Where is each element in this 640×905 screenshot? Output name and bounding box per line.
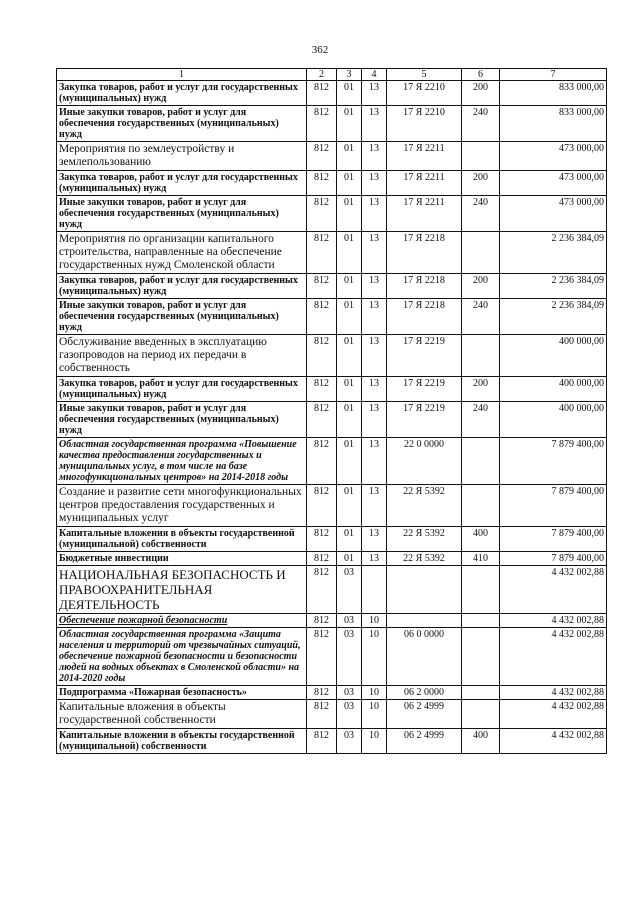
row-expense-type: 240 [462,299,500,335]
row-ministry: 812 [307,171,337,196]
budget-table [56,68,607,754]
row-amount: 400 000,00 [500,377,607,402]
row-ministry: 812 [307,335,337,377]
row-section: 03 [337,566,362,614]
row-amount: 4 432 002,88 [500,729,607,754]
row-ministry: 812 [307,552,337,566]
table-row [57,335,607,377]
header-cell: 2 [307,69,337,81]
row-amount: 4 432 002,88 [500,614,607,628]
row-target-article: 22 0 0000 [387,438,462,485]
row-section: 01 [337,142,362,171]
row-section: 01 [337,81,362,106]
row-expense-type: 200 [462,377,500,402]
table-row [57,274,607,299]
row-subsection: 13 [362,402,387,438]
row-ministry: 812 [307,232,337,274]
row-subsection: 10 [362,729,387,754]
row-name: Обслуживание введенных в эксплуатацию газопроводов на период их передачи в собственность [57,335,307,377]
row-target-article: 17 Я 2218 [387,274,462,299]
row-name: Подпрограмма «Пожарная безопасность» [57,686,307,700]
row-subsection: 13 [362,171,387,196]
row-target-article: 22 Я 5392 [387,485,462,527]
row-section: 01 [337,274,362,299]
row-subsection: 13 [362,142,387,171]
row-target-article: 17 Я 2210 [387,81,462,106]
row-target-article: 06 0 0000 [387,628,462,686]
row-name: Иные закупки товаров, работ и услуг для обеспечения государственных (муниципальных) нужд [57,196,307,232]
row-amount: 4 432 002,88 [500,628,607,686]
row-target-article: 17 Я 2211 [387,142,462,171]
row-amount: 2 236 384,09 [500,299,607,335]
row-name: Обеспечение пожарной безопасности [57,614,307,628]
row-ministry: 812 [307,527,337,552]
row-section: 03 [337,729,362,754]
row-expense-type: 240 [462,106,500,142]
row-expense-type: 240 [462,196,500,232]
row-section: 03 [337,686,362,700]
row-subsection: 13 [362,81,387,106]
row-ministry: 812 [307,700,337,729]
row-subsection: 13 [362,335,387,377]
row-ministry: 812 [307,196,337,232]
table-row [57,171,607,196]
row-amount: 7 879 400,00 [500,485,607,527]
row-target-article: 06 2 0000 [387,686,462,700]
header-row [57,69,607,81]
header-cell: 4 [362,69,387,81]
row-expense-type [462,566,500,614]
row-target-article [387,614,462,628]
row-ministry: 812 [307,686,337,700]
row-subsection: 13 [362,106,387,142]
table-row [57,142,607,171]
header-cell: 6 [462,69,500,81]
table-row [57,377,607,402]
row-expense-type [462,628,500,686]
table-row [57,196,607,232]
row-expense-type [462,232,500,274]
row-ministry: 812 [307,566,337,614]
row-target-article: 06 2 4999 [387,729,462,754]
table-row [57,700,607,729]
row-section: 01 [337,106,362,142]
row-amount: 833 000,00 [500,106,607,142]
row-section: 03 [337,628,362,686]
table-row [57,232,607,274]
row-ministry: 812 [307,485,337,527]
row-amount: 4 432 002,88 [500,700,607,729]
row-amount: 473 000,00 [500,196,607,232]
row-ministry: 812 [307,402,337,438]
row-amount: 400 000,00 [500,335,607,377]
page-number: 362 [311,44,329,56]
row-expense-type [462,142,500,171]
row-expense-type: 410 [462,552,500,566]
row-target-article: 17 Я 2218 [387,299,462,335]
row-target-article: 22 Я 5392 [387,552,462,566]
table-row [57,438,607,485]
row-subsection: 10 [362,686,387,700]
row-expense-type [462,335,500,377]
row-amount: 4 432 002,88 [500,686,607,700]
row-subsection: 13 [362,485,387,527]
row-subsection: 13 [362,438,387,485]
row-expense-type: 240 [462,402,500,438]
table-row [57,81,607,106]
row-name: Бюджетные инвестиции [57,552,307,566]
table-row [57,566,607,614]
header-cell: 5 [387,69,462,81]
row-target-article: 17 Я 2219 [387,377,462,402]
row-subsection: 13 [362,196,387,232]
row-expense-type [462,686,500,700]
row-name: Капитальные вложения в объекты государственной собственности [57,700,307,729]
row-ministry: 812 [307,614,337,628]
row-section: 01 [337,377,362,402]
row-name: Иные закупки товаров, работ и услуг для обеспечения государственных (муниципальных) нужд [57,402,307,438]
table-row [57,686,607,700]
row-section: 01 [337,335,362,377]
row-ministry: 812 [307,377,337,402]
table-row [57,485,607,527]
table-row [57,552,607,566]
row-ministry: 812 [307,628,337,686]
row-target-article: 17 Я 2211 [387,196,462,232]
row-amount: 7 879 400,00 [500,527,607,552]
row-subsection: 10 [362,700,387,729]
table-row [57,402,607,438]
row-amount: 473 000,00 [500,142,607,171]
row-ministry: 812 [307,106,337,142]
row-amount: 4 432 002,88 [500,566,607,614]
row-amount: 400 000,00 [500,402,607,438]
row-target-article: 17 Я 2211 [387,171,462,196]
row-name: Создание и развитие сети многофункциональных центров предоставления государственных и муниципальных услуг [57,485,307,527]
row-name: Мероприятия по землеустройству и землепользованию [57,142,307,171]
row-section: 01 [337,232,362,274]
row-expense-type: 200 [462,274,500,299]
row-subsection: 13 [362,377,387,402]
row-section: 03 [337,614,362,628]
row-subsection [362,566,387,614]
row-expense-type: 400 [462,527,500,552]
row-name: Закупка товаров, работ и услуг для государственных (муниципальных) нужд [57,274,307,299]
row-expense-type [462,485,500,527]
row-ministry: 812 [307,438,337,485]
row-target-article: 17 Я 2218 [387,232,462,274]
row-target-article: 17 Я 2219 [387,402,462,438]
row-subsection: 13 [362,552,387,566]
row-section: 01 [337,171,362,196]
row-amount: 7 879 400,00 [500,438,607,485]
row-section: 01 [337,485,362,527]
row-section: 03 [337,700,362,729]
row-name: Закупка товаров, работ и услуг для государственных (муниципальных) нужд [57,377,307,402]
header-cell: 3 [337,69,362,81]
row-subsection: 13 [362,274,387,299]
row-section: 01 [337,552,362,566]
row-name: Иные закупки товаров, работ и услуг для обеспечения государственных (муниципальных) нужд [57,299,307,335]
row-expense-type: 200 [462,171,500,196]
header-cell: 1 [57,69,307,81]
row-name: Капитальные вложения в объекты государственной (муниципальной) собственности [57,527,307,552]
table-row [57,614,607,628]
row-section: 01 [337,402,362,438]
row-section: 01 [337,196,362,232]
row-ministry: 812 [307,299,337,335]
row-name: Областная государственная программа «Повышение качества предоставления государственных и муниципальных услуг, в том числе на базе многофункциональных центров» на 2014-2018 годы [57,438,307,485]
row-expense-type [462,700,500,729]
table-row [57,106,607,142]
row-name: Областная государственная программа «Защита населения и территорий от чрезвычайных ситуаций, обеспечение пожарной безопасности и безопасности людей на водных объектах в Смоленской области» на 2014-2020 годы [57,628,307,686]
row-amount: 473 000,00 [500,171,607,196]
row-section: 01 [337,299,362,335]
row-section: 01 [337,438,362,485]
table-row [57,299,607,335]
row-name: Мероприятия по организации капитального строительства, направленные на обеспечение государственных нужд Смоленской области [57,232,307,274]
row-name: Капитальные вложения в объекты государственной (муниципальной) собственности [57,729,307,754]
row-name: НАЦИОНАЛЬНАЯ БЕЗОПАСНОСТЬ И ПРАВООХРАНИТЕЛЬНАЯ ДЕЯТЕЛЬНОСТЬ [57,566,307,614]
row-expense-type: 200 [462,81,500,106]
row-subsection: 13 [362,299,387,335]
row-subsection: 10 [362,614,387,628]
row-ministry: 812 [307,274,337,299]
row-ministry: 812 [307,81,337,106]
table-row [57,628,607,686]
row-ministry: 812 [307,729,337,754]
table-row [57,527,607,552]
row-target-article: 17 Я 2210 [387,106,462,142]
row-ministry: 812 [307,142,337,171]
row-section: 01 [337,527,362,552]
row-target-article: 17 Я 2219 [387,335,462,377]
row-subsection: 13 [362,232,387,274]
row-amount: 833 000,00 [500,81,607,106]
row-amount: 2 236 384,09 [500,274,607,299]
row-target-article [387,566,462,614]
header-cell: 7 [500,69,607,81]
row-subsection: 10 [362,628,387,686]
row-amount: 7 879 400,00 [500,552,607,566]
row-expense-type [462,614,500,628]
row-target-article: 06 2 4999 [387,700,462,729]
row-name: Закупка товаров, работ и услуг для государственных (муниципальных) нужд [57,171,307,196]
row-expense-type: 400 [462,729,500,754]
table-row [57,729,607,754]
row-subsection: 13 [362,527,387,552]
row-amount: 2 236 384,09 [500,232,607,274]
row-expense-type [462,438,500,485]
row-name: Иные закупки товаров, работ и услуг для обеспечения государственных (муниципальных) нужд [57,106,307,142]
row-target-article: 22 Я 5392 [387,527,462,552]
row-name: Закупка товаров, работ и услуг для государственных (муниципальных) нужд [57,81,307,106]
